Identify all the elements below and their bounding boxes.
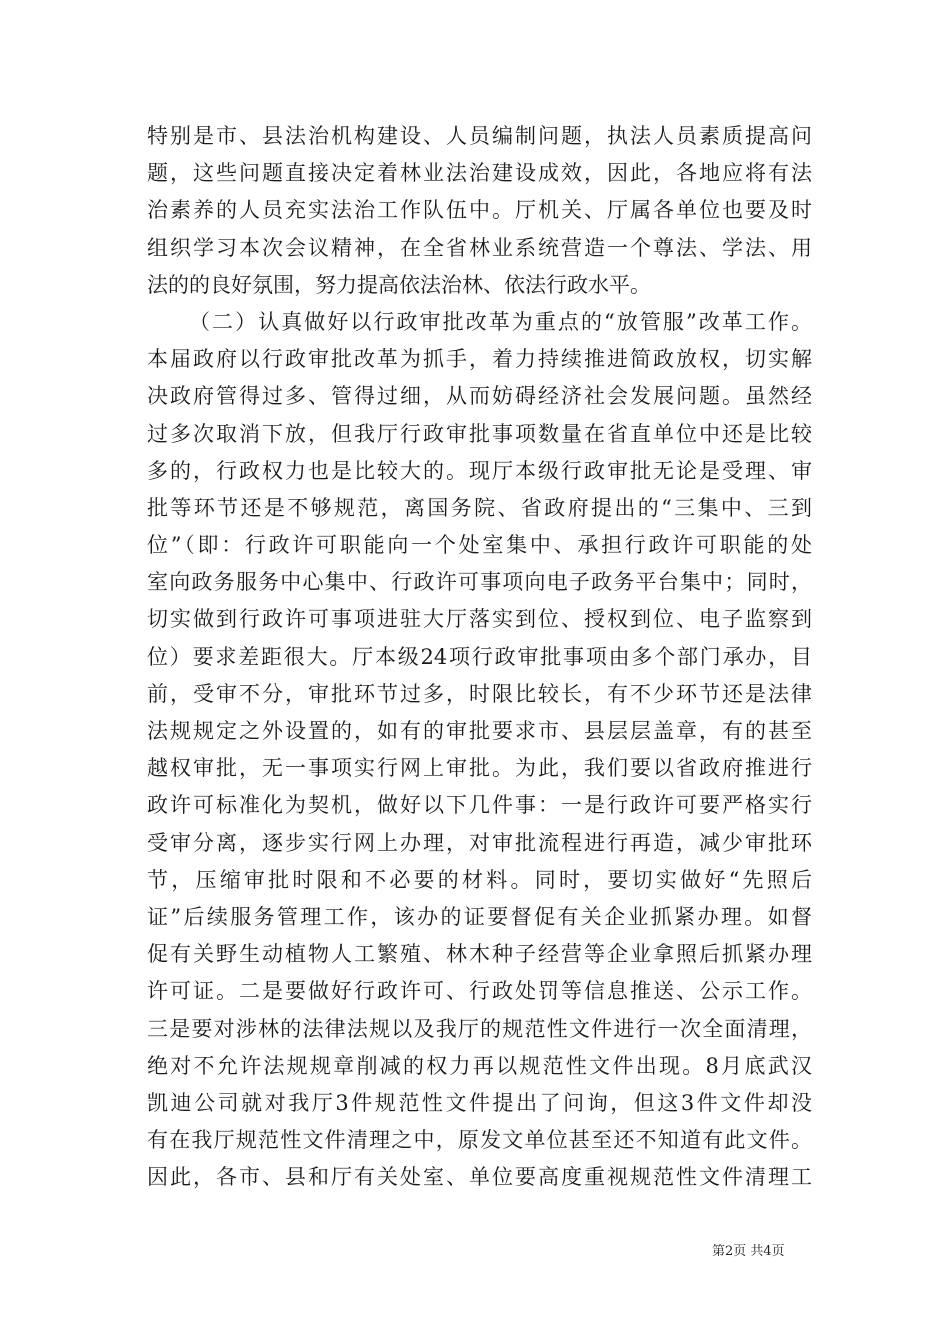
text-line: 促有关野生动植物人工繁殖、林木种子经营等企业拿照后抓紧办理	[147, 942, 812, 967]
text-line: 证”后续服务管理工作，该办的证要督促有关企业抓紧办理。如督	[147, 904, 812, 929]
text-line: 切实做到行政许可事项进驻大厅落实到位、授权到位、电子监察到	[147, 607, 812, 632]
text-line: 组织学习本次会议精神，在全省林业系统营造一个尊法、学法、用	[147, 235, 812, 260]
text-line: 凯迪公司就对我厅3件规范性文件提出了问询，但这3件文件却没	[147, 1090, 812, 1115]
text-line: 前，受审不分，审批环节过多，时限比较长，有不少环节还是法律	[147, 681, 812, 706]
text-line: 三是要对涉林的法律法规以及我厅的规范性文件进行一次全面清理，	[147, 1016, 812, 1041]
text-line: 位”（即：行政许可职能向一个处室集中、承担行政许可职能的处	[147, 533, 812, 558]
text-line: 节，压缩审批时限和不必要的材料。同时，要切实做好“先照后	[147, 867, 812, 892]
page-number: 第2页 共4页	[712, 1244, 785, 1259]
text-line: 本届政府以行政审批改革为抓手，着力持续推进简政放权，切实解	[147, 347, 812, 372]
text-line: 绝对不允许法规规章削减的权力再以规范性文件出现。8月底武汉	[147, 1053, 812, 1078]
text-line: 位）要求差距很大。厅本级24项行政审批事项由多个部门承办，目	[147, 644, 812, 669]
text-line: 因此，各市、县和厅有关处室、单位要高度重视规范性文件清理工	[147, 1165, 812, 1190]
text-line: 室向政务服务中心集中、行政许可事项向电子政务平台集中；同时，	[147, 570, 812, 595]
text-line: 越权审批，无一事项实行网上审批。为此，我们要以省政府推进行	[147, 756, 812, 781]
text-line: 过多次取消下放，但我厅行政审批事项数量在省直单位中还是比较	[147, 421, 812, 446]
text-line: 政许可标准化为契机，做好以下几件事：一是行政许可要严格实行	[147, 793, 812, 818]
text-line: 法的的良好氛围，努力提高依法治林、依法行政水平。	[147, 272, 651, 297]
text-line: 治素养的人员充实法治工作队伍中。厅机关、厅属各单位也要及时	[147, 198, 812, 223]
text-line: 题，这些问题直接决定着林业法治建设成效，因此，各地应将有法	[147, 161, 812, 186]
body-text	[147, 118, 812, 1196]
text-line: 法规规定之外设置的，如有的审批要求市、县层层盖章，有的甚至	[147, 719, 812, 743]
text-line: 许可证。二是要做好行政许可、行政处罚等信息推送、公示工作。	[147, 979, 812, 1004]
text-line: 决政府管得过多、管得过细，从而妨碍经济社会发展问题。虽然经	[147, 384, 812, 409]
text-line: 受审分离，逐步实行网上办理，对审批流程进行再造，减少审批环	[147, 830, 812, 855]
text-line: 有在我厅规范性文件清理之中，原发文单位甚至还不知道有此文件。	[147, 1128, 812, 1153]
text-line: 特别是市、县法治机构建设、人员编制问题，执法人员素质提高问	[147, 124, 812, 148]
text-line: 多的，行政权力也是比较大的。现厅本级行政审批无论是受理、审	[147, 458, 812, 483]
section-heading-line: （二）认真做好以行政审批改革为重点的“放管服”改革工作。	[189, 309, 812, 334]
text-line: 批等环节还是不够规范，离国务院、省政府提出的“三集中、三到	[147, 495, 812, 520]
